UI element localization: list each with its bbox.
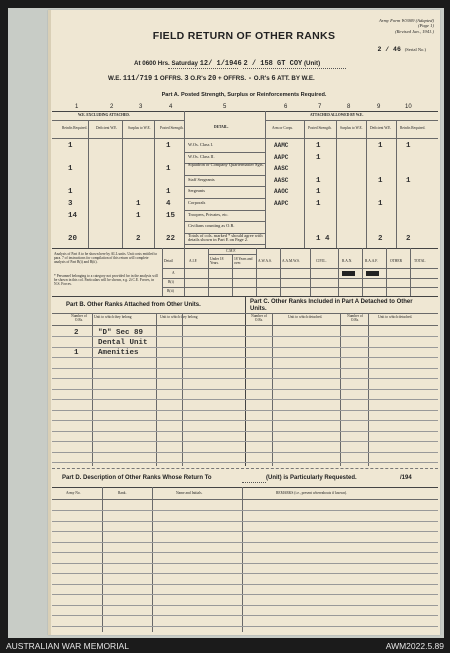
analysis-aamws-header: A.A.M.W.S.	[282, 259, 300, 263]
return-date: 12/ 1/1946	[199, 60, 242, 68]
col1-header: Reinfts Required.	[62, 126, 88, 130]
col-num-7: 7	[318, 104, 322, 110]
dotted-rule	[242, 482, 266, 483]
footer-credit: AUSTRALIAN WAR MEMORIAL	[6, 641, 129, 651]
part-a-title: Part A. Posted Strength, Surplus or Reinforcements Required.	[161, 92, 327, 98]
part-b-entry-unit: Amenities	[98, 349, 139, 357]
form-id-line2: (Page 1)	[418, 23, 434, 29]
row-c10-value: 2	[406, 234, 411, 243]
col-num-3: 3	[139, 104, 143, 110]
row-c7-value: 1	[316, 153, 321, 162]
col-divider	[310, 248, 311, 296]
serial-number	[377, 47, 426, 54]
col-divider	[366, 120, 367, 248]
col-divider	[232, 254, 233, 296]
analysis-ran-header: R.A.N.	[342, 259, 353, 263]
row-c9-value: 1	[378, 176, 383, 185]
row-c7-value: 1 4	[316, 234, 330, 243]
part-b-entry-unit: Dental Unit	[98, 339, 148, 347]
col-divider	[208, 248, 209, 296]
row-c9-value: 1	[378, 200, 383, 208]
row-c9-value: 1	[378, 142, 383, 150]
offrs-label: OFFRS.	[159, 75, 183, 82]
ruled-line	[52, 626, 438, 627]
ruled-line	[52, 552, 438, 553]
att-label: ATT. BY W.E.	[277, 75, 315, 82]
ruled-line	[52, 420, 438, 421]
row-rule	[184, 152, 265, 153]
part-c-num-header-2: Number of O.Rs.	[347, 314, 363, 322]
ruled-line	[52, 542, 438, 543]
table-rule	[52, 138, 438, 139]
col-divider	[162, 248, 163, 296]
col7-header: Posted Strength.	[308, 126, 332, 130]
row-detail: W.Os. Class II.	[188, 153, 215, 159]
unit-label: (Unit)	[304, 60, 321, 67]
ruled-line	[52, 336, 438, 337]
table-rule	[52, 120, 184, 121]
ruled-line	[52, 431, 438, 432]
table-rule	[52, 499, 438, 500]
ruled-line	[52, 462, 438, 463]
row-c7-value: 1	[316, 200, 321, 208]
attached-header: ATTACHED ALLOWED BY W.E.	[310, 113, 364, 117]
unit-name: 2 / 158 GT COY	[243, 60, 303, 68]
col-divider	[184, 111, 185, 248]
part-b-num-header: Number of O.Rs.	[71, 314, 87, 322]
part-d-name-header: Name and Initials.	[176, 491, 203, 495]
offrs-b: 3	[184, 75, 189, 83]
we-label: W.E.	[108, 75, 122, 82]
col-divider	[396, 120, 397, 248]
ors-a: 20	[207, 75, 217, 83]
ruled-line	[52, 441, 438, 442]
col-divider	[242, 487, 243, 632]
row-c4-value: 1	[166, 165, 171, 174]
row-rule	[184, 244, 265, 245]
row-arm-value: AAOC	[274, 188, 289, 196]
part-c-title: Part C. Other Ranks Included in Part A Detached to Other Units.	[250, 299, 413, 312]
row-c10-value: 1	[406, 176, 411, 185]
part-d-remarks-header: REMARKS (i.e., present whereabouts if known).	[276, 491, 347, 495]
form-id-line3: (Revised Jan., 1941.)	[395, 28, 434, 34]
ruled-line	[52, 531, 438, 532]
ors-label: O.R's	[190, 75, 207, 82]
row-detail: Staff Sergeants	[188, 176, 215, 182]
analysis-row-bii: B(ii)	[167, 289, 174, 293]
ors-b: 6	[271, 75, 276, 83]
ruled-line	[52, 615, 438, 616]
table-rule	[162, 268, 438, 269]
row-c3-value: 1	[136, 200, 141, 208]
ruled-line	[52, 521, 438, 522]
col-divider	[184, 248, 185, 296]
col8-header: Surplus to W.E.	[340, 126, 363, 130]
analysis-under18-header: Under 18 Years.	[210, 257, 224, 265]
ruled-line	[52, 452, 438, 453]
table-rule	[162, 287, 438, 288]
redacted-mark	[366, 271, 379, 276]
analysis-raaf-header: R.A.A.F.	[365, 259, 378, 263]
row-c4-value: 22	[166, 234, 176, 243]
col-divider	[154, 120, 155, 248]
redacted-mark	[342, 271, 355, 276]
time-label: At 0600 Hrs. Saturday	[134, 60, 198, 67]
ruled-line	[52, 378, 438, 379]
part-c-unit-header: Unit to which detached.	[288, 315, 323, 319]
analysis-note-2: * Personnel belonging to a category not provided for in the analysis will be shown in this col. Particulars will be shown, e.g. 2i C.E. Forces, in N.S. Forces.	[54, 274, 158, 287]
row-detail: Corporals	[188, 200, 206, 205]
offrs-c: -	[247, 75, 253, 83]
ruled-line	[52, 573, 438, 574]
table-rule	[208, 254, 256, 255]
col-divider	[256, 248, 257, 296]
part-b-title: Part B. Other Ranks Attached from Other Units.	[66, 302, 201, 308]
part-b-entry-num: 1	[74, 349, 79, 357]
row-c7-value: 1	[316, 176, 321, 185]
serial-value: 2 / 46	[377, 46, 401, 53]
analysis-civil-header: CIVIL.	[316, 259, 327, 263]
table-rule	[52, 248, 438, 249]
row-detail: Sergeants	[188, 188, 205, 194]
return-time-line	[134, 61, 320, 68]
col-divider	[265, 111, 266, 248]
ors-label-2: O.R's	[253, 75, 270, 82]
ruled-line	[52, 510, 438, 511]
analysis-cmf-header: C.M.F.	[226, 249, 236, 253]
table-rule	[162, 278, 438, 279]
ruled-line	[52, 399, 438, 400]
row-rule	[184, 186, 265, 187]
row-arm-value: AAPC	[274, 153, 289, 161]
perforation-line	[52, 468, 438, 469]
detail-header: DETAIL.	[214, 125, 229, 129]
col-num-6: 6	[284, 104, 288, 110]
analysis-detail-header: Detail	[164, 259, 173, 263]
col-divider	[410, 248, 411, 296]
part-d-title: Part D. Description of Other Ranks Whose Return To	[62, 475, 212, 481]
col3-header: Surplus to W.E.	[128, 126, 151, 130]
table-rule	[52, 313, 438, 314]
col-divider	[280, 248, 281, 296]
table-rule	[52, 325, 438, 326]
col-divider	[152, 487, 153, 632]
col-divider	[304, 120, 305, 248]
col-divider	[102, 487, 103, 632]
part-c-unit-header-2: Unit to which detached.	[378, 315, 413, 319]
analysis-total-header: TOTAL	[414, 259, 426, 263]
row-c4-value: 4	[166, 200, 171, 208]
ruled-line	[52, 563, 438, 564]
row-arm-value: AAMC	[274, 142, 289, 149]
ruled-line	[52, 410, 438, 411]
part-b-entry-num: 2	[74, 329, 79, 337]
row-c7-value: 1	[316, 188, 321, 197]
row-c1-value: 20	[68, 234, 78, 243]
dotted-rule	[243, 68, 346, 69]
row-c4-value: 1	[166, 142, 171, 150]
ruled-line	[52, 584, 438, 585]
row-c4-value: 15	[166, 211, 176, 220]
col6-header: Arm or Corps.	[272, 126, 293, 130]
row-rule	[184, 198, 265, 199]
row-arm-value: AAPC	[274, 200, 289, 207]
we-value: 111/719	[122, 75, 153, 83]
paper-edge	[48, 10, 51, 635]
col-num-5: 5	[223, 104, 227, 110]
row-c1-value: 1	[68, 188, 73, 197]
row-rule	[184, 221, 265, 222]
row-detail: Totals of cols. marked * should agree with details shown in Part E on Page 2.	[188, 232, 263, 243]
part-c-num-header: Number of O.Rs.	[251, 314, 267, 322]
col9-header: Deficient W.E.	[370, 126, 392, 130]
ruled-line	[52, 594, 438, 595]
serial-label: (Serial No.)	[404, 47, 426, 52]
analysis-awas-header: A.W.A.S.	[258, 259, 272, 263]
ruled-line	[52, 605, 438, 606]
form-page	[48, 10, 440, 635]
row-c3-value: 2	[136, 234, 141, 243]
row-rule	[184, 175, 265, 176]
table-rule	[52, 111, 438, 112]
row-detail: W.Os. Class I.	[188, 142, 214, 147]
row-c9-value: 2	[378, 234, 383, 243]
ruled-line	[52, 389, 438, 390]
col-divider	[338, 248, 339, 296]
row-detail: Troopers, Privates, etc.	[188, 211, 229, 217]
col4-header: Posted Strength.	[160, 126, 184, 130]
form-title: FIELD RETURN OF OTHER RANKS	[152, 30, 336, 42]
col-divider	[362, 248, 363, 296]
col-num-4: 4	[169, 104, 173, 110]
col2-header: Deficient W.E.	[96, 126, 118, 130]
col-divider	[336, 120, 337, 248]
col-divider	[122, 120, 123, 248]
analysis-over18-header: 18 Years and over.	[234, 257, 253, 265]
analysis-row-bi: B(i)	[168, 280, 174, 284]
row-arm-value: AASC	[274, 165, 289, 173]
table-rule	[52, 487, 438, 488]
form-id-line1: Army Form W3009 (Adapted)	[379, 18, 434, 23]
part-d-unit-label: (Unit) is Particularly Requested.	[266, 475, 357, 481]
col-divider	[386, 248, 387, 296]
col-num-8: 8	[347, 104, 351, 110]
offrs-a: 1	[153, 75, 159, 83]
row-detail: Squadron or Company Quartermaster Sgts.	[188, 162, 264, 168]
footer-accession: AWM2022.5.89	[385, 641, 444, 651]
ruled-line	[52, 357, 438, 358]
row-c4-value: 1	[166, 188, 171, 197]
row-c1-value: 1	[68, 142, 73, 150]
ruled-line	[52, 368, 438, 369]
col-num-9: 9	[377, 104, 381, 110]
part-d-army-no-header: Army No.	[66, 491, 81, 495]
analysis-row-a: A	[172, 271, 175, 275]
col-num-10: 10	[405, 104, 412, 110]
part-b-unit-header-2: Unit to which they belong	[160, 315, 198, 319]
col-divider	[88, 120, 89, 248]
dotted-rule	[168, 68, 238, 69]
row-rule	[184, 210, 265, 211]
row-detail: Civilians counting as O.R.	[188, 223, 235, 229]
table-rule	[265, 120, 438, 121]
col10-header: Reinfts Required.	[400, 126, 426, 130]
row-c10-value: 1	[406, 142, 411, 150]
row-c1-value: 3	[68, 200, 73, 208]
analysis-note-1: Analysis of Part A to be shown here by ALL units. Unit costs entitled to para. 7 of instructions for compilation of this return will complete analysis of Part B(i) and B(ii).	[54, 252, 158, 265]
part-b-unit-header: Unit to which they belong	[94, 315, 132, 319]
we-excluding-header: W.E. EXCLUDING ATTACHED.	[78, 113, 130, 117]
row-c1-value: 14	[68, 211, 78, 220]
part-b-entry-unit: "D" Sec 89	[98, 329, 144, 337]
row-c1-value: 1	[68, 165, 73, 174]
col-num-2: 2	[110, 104, 114, 110]
analysis-aif-header: A.I.F.	[189, 259, 198, 263]
we-line	[108, 76, 315, 83]
row-c7-value: 1	[316, 142, 321, 150]
plus-offrs-label: + OFFRS.	[218, 75, 247, 82]
row-c3-value: 1	[136, 211, 141, 220]
analysis-other-header: OTHER	[390, 259, 402, 263]
row-arm-value: AASC	[274, 176, 289, 184]
ruled-line	[52, 347, 438, 348]
part-d-date-tail: /194	[400, 475, 412, 481]
col-num-1: 1	[75, 104, 79, 110]
part-d-rank-header: Rank.	[118, 491, 127, 495]
